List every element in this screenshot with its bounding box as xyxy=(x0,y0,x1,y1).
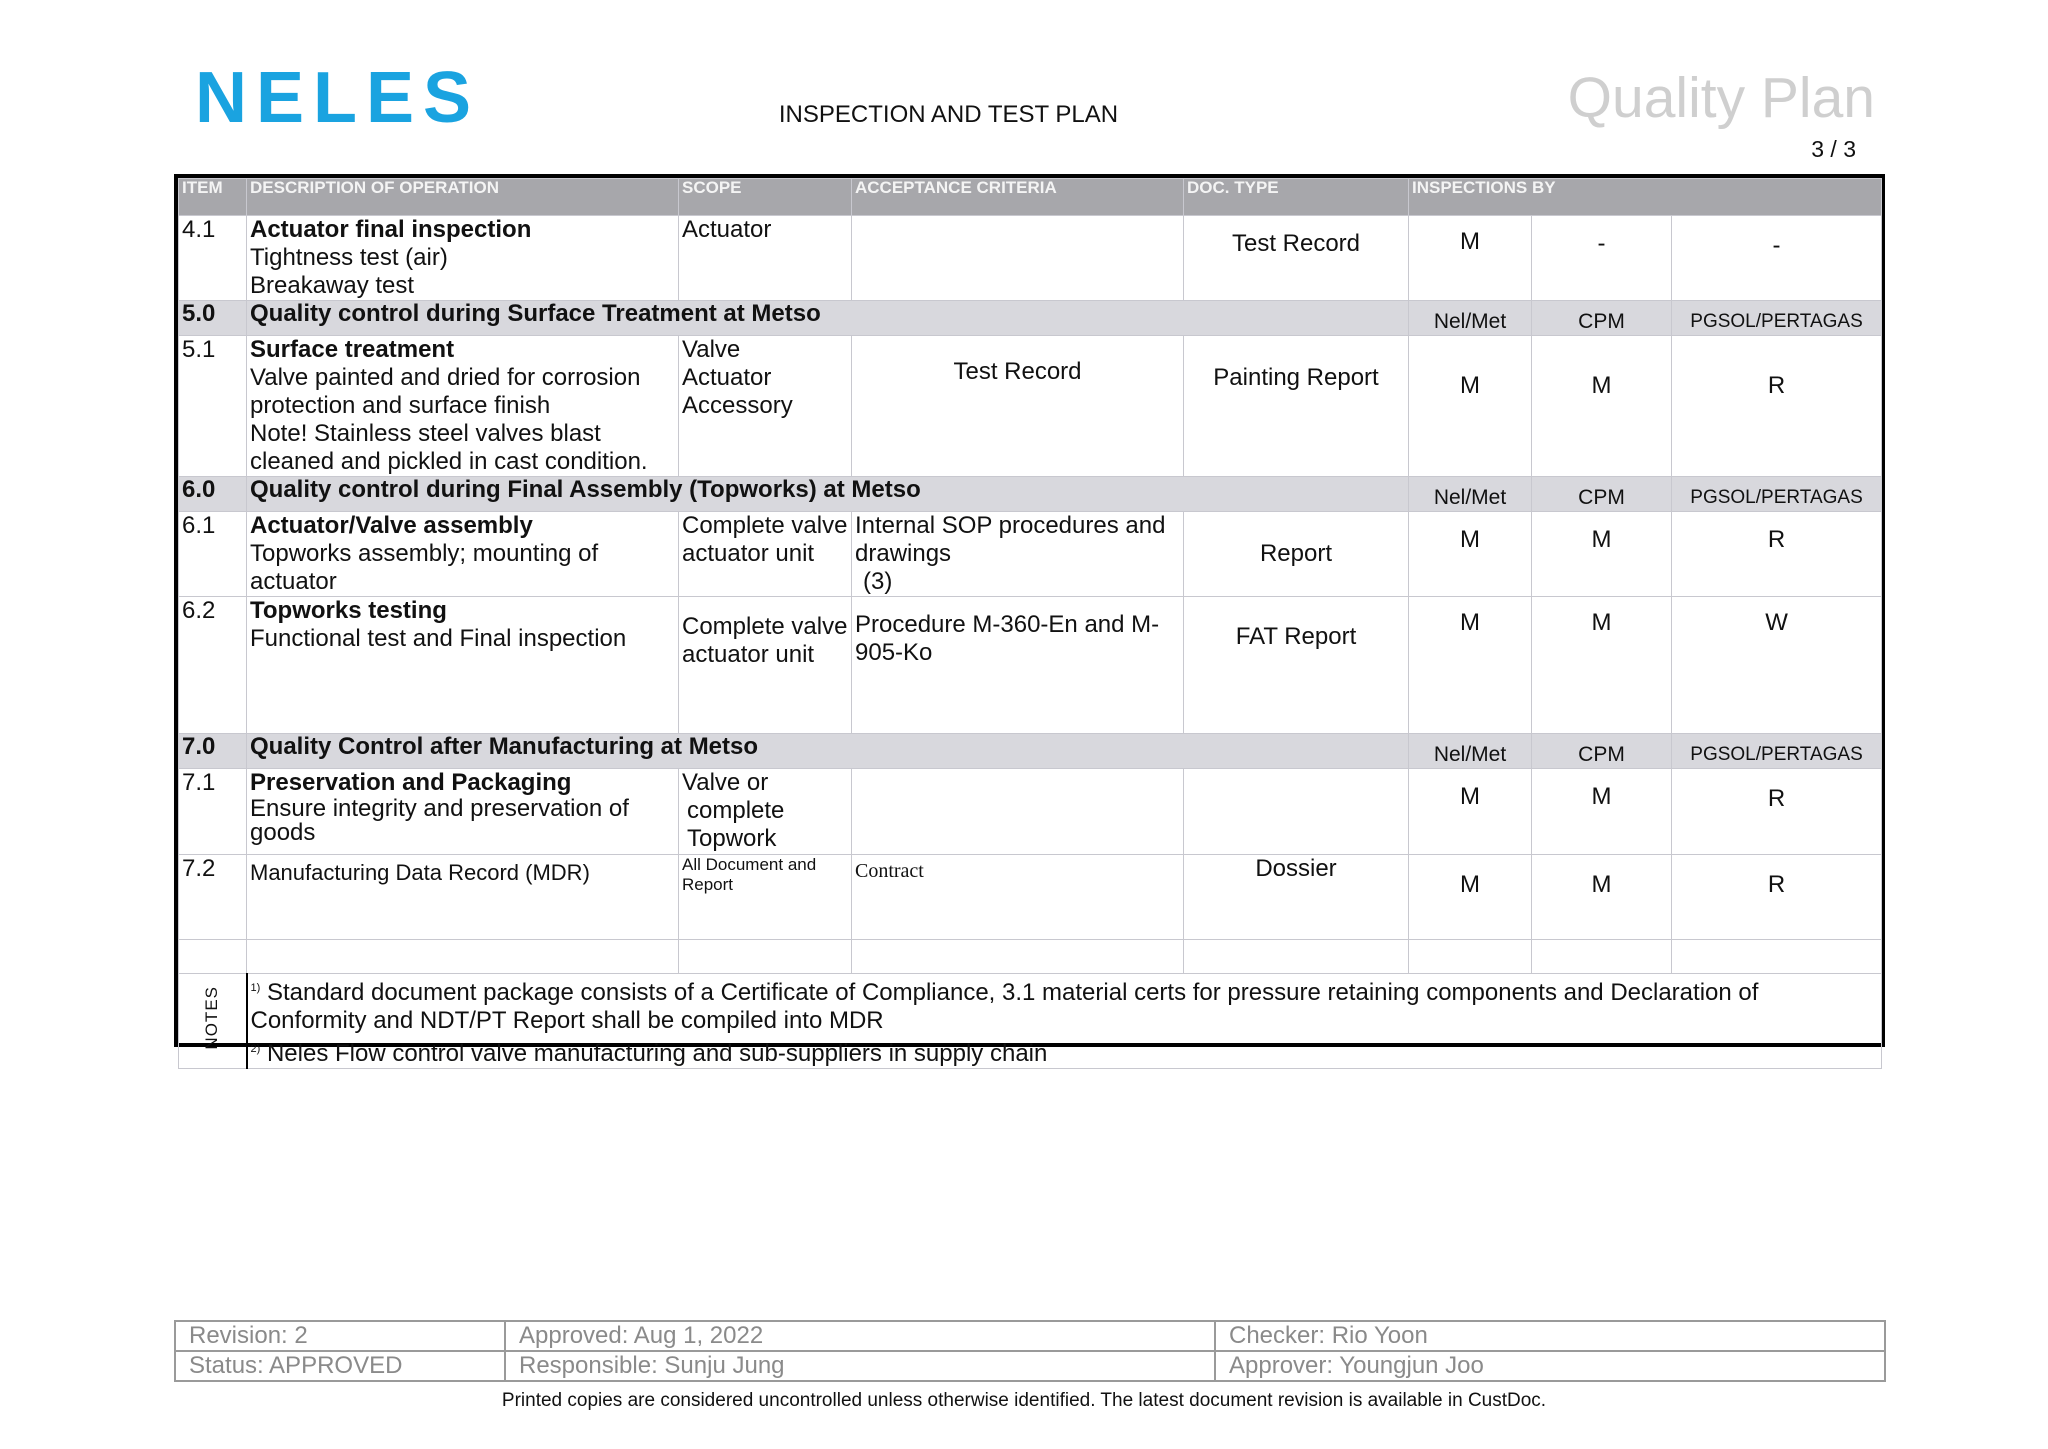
operation-description xyxy=(247,512,679,597)
notes-row xyxy=(179,974,1882,1069)
status-field: Status: APPROVED xyxy=(175,1351,505,1381)
inspection-nelmet: M xyxy=(1409,216,1532,301)
inspector-client: PGSOL/PERTAGAS xyxy=(1672,734,1882,769)
empty-cell xyxy=(247,940,679,974)
scope-cell: Complete valve actuator unit xyxy=(679,597,852,734)
inspection-cpm: M xyxy=(1532,336,1672,477)
section-number: 7.0 xyxy=(179,734,247,769)
note-1-text: Standard document package consists of a Certificate of Compliance, 3.1 material certs for pressure retaining components and Declaration of Conformity and NDT/PT Report shall be compiled into MDR xyxy=(250,979,1759,1034)
operation-description xyxy=(247,769,679,855)
section-title: Quality control during Surface Treatment at Metso xyxy=(247,301,1409,336)
operation-title: Actuator/Valve assembly xyxy=(250,512,533,539)
section-number: 5.0 xyxy=(179,301,247,336)
doc-type-cell xyxy=(1184,769,1409,855)
inspection-nelmet: M xyxy=(1409,336,1532,477)
operation-detail: Valve painted and dried for corrosion protection and surface finish xyxy=(250,364,641,419)
acceptance-criteria-cell xyxy=(852,512,1184,597)
scope-cell xyxy=(679,769,852,855)
acceptance-criteria-cell: Procedure M-360-En and M-905-Ko xyxy=(852,597,1184,734)
empty-cell xyxy=(1184,940,1409,974)
operation-description xyxy=(247,336,679,477)
neles-logo: NELES xyxy=(195,58,481,138)
item-number: 7.2 xyxy=(179,855,247,940)
responsible-field: Responsible: Sunju Jung xyxy=(505,1351,1215,1381)
approver-field: Approver: Youngjun Joo xyxy=(1215,1351,1885,1381)
inspector-cpm: CPM xyxy=(1532,301,1672,336)
acceptance-criteria-cell xyxy=(852,769,1184,855)
approved-field: Approved: Aug 1, 2022 xyxy=(505,1321,1215,1351)
section-title: Quality control during Final Assembly (Topworks) at Metso xyxy=(247,477,1409,512)
scope-line: complete xyxy=(687,797,785,824)
scope-line: Accessory xyxy=(682,392,793,419)
revision-row xyxy=(175,1321,1885,1351)
note-1-marker: 1) xyxy=(250,982,261,994)
col-scope: SCOPE xyxy=(679,179,852,216)
table-row xyxy=(179,216,1882,301)
empty-cell xyxy=(1672,940,1882,974)
empty-row xyxy=(179,940,1882,974)
inspection-client: W xyxy=(1672,597,1882,734)
inspection-cpm: M xyxy=(1532,597,1672,734)
item-number: 5.1 xyxy=(179,336,247,477)
acceptance-criteria-cell: Contract xyxy=(852,855,1184,940)
inspector-cpm: CPM xyxy=(1532,734,1672,769)
inspection-cpm: - xyxy=(1532,216,1672,301)
item-number: 6.2 xyxy=(179,597,247,734)
inspection-client: R xyxy=(1672,855,1882,940)
item-number: 7.1 xyxy=(179,769,247,855)
operation-description xyxy=(247,597,679,734)
quality-plan-heading: Quality Plan xyxy=(1567,66,1875,130)
table-row xyxy=(179,769,1882,855)
section-title: Quality Control after Manufacturing at Metso xyxy=(247,734,1409,769)
scope-line: Topwork xyxy=(687,825,777,852)
checker-field: Checker: Rio Yoon xyxy=(1215,1321,1885,1351)
inspection-client: - xyxy=(1672,216,1882,301)
status-row xyxy=(175,1351,1885,1381)
document-title: INSPECTION AND TEST PLAN xyxy=(778,101,1119,128)
operation-title: Preservation and Packaging xyxy=(250,769,572,796)
inspection-nelmet: M xyxy=(1409,855,1532,940)
table-row xyxy=(179,512,1882,597)
doc-type-cell: FAT Report xyxy=(1184,597,1409,734)
doc-type-cell: Painting Report xyxy=(1184,336,1409,477)
notes-content xyxy=(247,974,1882,1069)
section-row xyxy=(179,301,1882,336)
inspection-cpm: M xyxy=(1532,512,1672,597)
operation-title: Actuator final inspection xyxy=(250,216,532,243)
inspection-test-plan-table xyxy=(174,174,1885,1067)
note-1 xyxy=(251,974,1879,1035)
inspection-cpm: M xyxy=(1532,855,1672,940)
operation-title: Surface treatment xyxy=(250,336,455,363)
col-acceptance-criteria: ACCEPTANCE CRITERIA xyxy=(852,179,1184,216)
operation-detail: Functional test and Final inspection xyxy=(250,625,627,652)
empty-cell xyxy=(852,940,1184,974)
inspector-nelmet: Nel/Met xyxy=(1409,734,1532,769)
acceptance-criteria-cell: Test Record xyxy=(852,336,1184,477)
item-number: 4.1 xyxy=(179,216,247,301)
revision-field: Revision: 2 xyxy=(175,1321,505,1351)
scope-line: Actuator xyxy=(682,364,772,391)
scope-line: Valve xyxy=(682,336,741,363)
disclaimer-text: Printed copies are considered uncontrolled unless otherwise identified. The latest document revision is available in CustDoc. xyxy=(501,1390,1547,1411)
scope-cell: Complete valve actuator unit xyxy=(679,512,852,597)
scope-line: Valve or xyxy=(682,769,769,796)
section-row xyxy=(179,477,1882,512)
operation-description xyxy=(247,216,679,301)
scope-cell xyxy=(679,336,852,477)
doc-type-cell: Report xyxy=(1184,512,1409,597)
doc-type-cell: Test Record xyxy=(1184,216,1409,301)
acceptance-criteria-cell xyxy=(852,216,1184,301)
empty-cell xyxy=(1409,940,1532,974)
doc-type-cell: Dossier xyxy=(1184,855,1409,940)
inspector-client: PGSOL/PERTAGAS xyxy=(1672,301,1882,336)
criteria-text: Internal SOP procedures and drawings xyxy=(855,512,1166,567)
empty-cell xyxy=(1532,940,1672,974)
inspector-client: PGSOL/PERTAGAS xyxy=(1672,477,1882,512)
scope-cell: Actuator xyxy=(679,216,852,301)
operation-detail: Topworks assembly; mounting of actuator xyxy=(250,540,599,595)
empty-cell xyxy=(679,940,852,974)
col-doc-type: DOC. TYPE xyxy=(1184,179,1409,216)
note-2-marker: 2) xyxy=(250,1043,261,1055)
notes-label: NOTES xyxy=(202,985,222,1050)
note-2-text: Neles Flow control valve manufacturing and sub-suppliers in supply chain xyxy=(266,1040,1048,1067)
itp-grid xyxy=(178,178,1882,1069)
notes-label-cell xyxy=(179,974,247,1069)
empty-cell xyxy=(179,940,247,974)
column-header-row xyxy=(179,179,1882,216)
col-description: DESCRIPTION OF OPERATION xyxy=(247,179,679,216)
section-number: 6.0 xyxy=(179,477,247,512)
item-number: 6.1 xyxy=(179,512,247,597)
inspection-nelmet: M xyxy=(1409,512,1532,597)
operation-detail: Tightness test (air) xyxy=(250,244,448,271)
inspection-nelmet: M xyxy=(1409,597,1532,734)
table-row xyxy=(179,597,1882,734)
section-row xyxy=(179,734,1882,769)
inspection-cpm: M xyxy=(1532,769,1672,855)
operation-note: Note! Stainless steel valves blast cleaned and pickled in cast condition. xyxy=(250,420,648,475)
inspection-client: R xyxy=(1672,769,1882,855)
page-number: 3 / 3 xyxy=(1811,136,1856,162)
inspector-nelmet: Nel/Met xyxy=(1409,301,1532,336)
table-row xyxy=(179,336,1882,477)
note-2 xyxy=(251,1035,1879,1068)
operation-title: Topworks testing xyxy=(250,597,447,624)
inspector-nelmet: Nel/Met xyxy=(1409,477,1532,512)
inspector-cpm: CPM xyxy=(1532,477,1672,512)
inspection-nelmet: M xyxy=(1409,769,1532,855)
operation-detail: Ensure integrity and preservation of goods xyxy=(250,795,629,846)
inspection-client: R xyxy=(1672,512,1882,597)
table-row xyxy=(179,855,1882,940)
operation-description: Manufacturing Data Record (MDR) xyxy=(247,855,679,940)
col-item: ITEM xyxy=(179,179,247,216)
operation-detail: Breakaway test xyxy=(250,272,415,299)
scope-cell: All Document and Report xyxy=(679,855,852,940)
col-inspections-by: INSPECTIONS BY xyxy=(1409,179,1882,216)
inspection-client: R xyxy=(1672,336,1882,477)
revision-block xyxy=(174,1320,1886,1382)
criteria-note: (3) xyxy=(863,568,893,595)
